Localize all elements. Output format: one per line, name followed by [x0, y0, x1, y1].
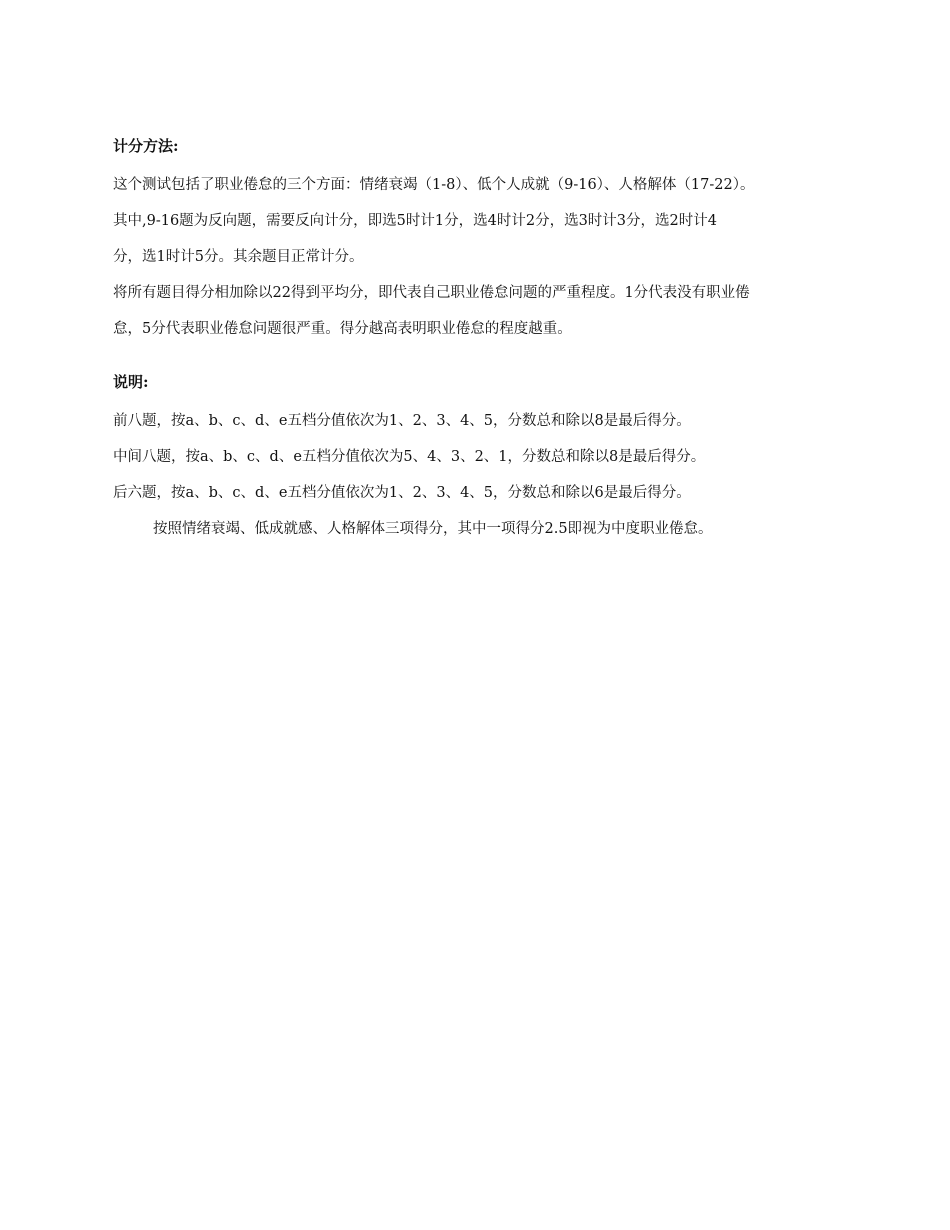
scoring-line-5: 怠，5分代表职业倦怠问题很严重。得分越高表明职业倦怠的程度越重。 — [113, 321, 572, 337]
scoring-section — [113, 131, 853, 347]
notes-line-3: 后六题，按a、b、c、d、e五档分值依次为1、2、3、4、5，分数总和除以6是最后得分。 — [113, 485, 691, 501]
notes-section — [113, 367, 853, 547]
notes-line-4: 按照情绪衰竭、低成就感、人格解体三项得分，其中一项得分2.5即视为中度职业倦怠。 — [153, 521, 713, 537]
document-content — [113, 131, 853, 547]
scoring-line-1: 这个测试包括了职业倦怠的三个方面：情绪衰竭（1-8）、低个人成就（9-16）、人格解体（17-22）。 — [113, 177, 755, 193]
notes-heading: 说明: — [113, 373, 149, 391]
scoring-heading: 计分方法: — [113, 137, 179, 155]
scoring-line-4: 将所有题目得分相加除以22得到平均分，即代表自己职业倦怠问题的严重程度。1分代表没有职业倦 — [113, 285, 750, 301]
notes-line-2: 中间八题，按a、b、c、d、e五档分值依次为5、4、3、2、1，分数总和除以8是最后得分。 — [113, 449, 706, 465]
section-gap — [113, 347, 853, 367]
notes-line-1: 前八题，按a、b、c、d、e五档分值依次为1、2、3、4、5，分数总和除以8是最后得分。 — [113, 413, 691, 429]
scoring-line-3: 分，选1时计5分。其余题目正常计分。 — [113, 249, 364, 265]
scoring-line-2: 其中,9-16题为反向题，需要反向计分，即选5时计1分，选4时计2分，选3时计3分，选2时计4 — [113, 213, 717, 229]
